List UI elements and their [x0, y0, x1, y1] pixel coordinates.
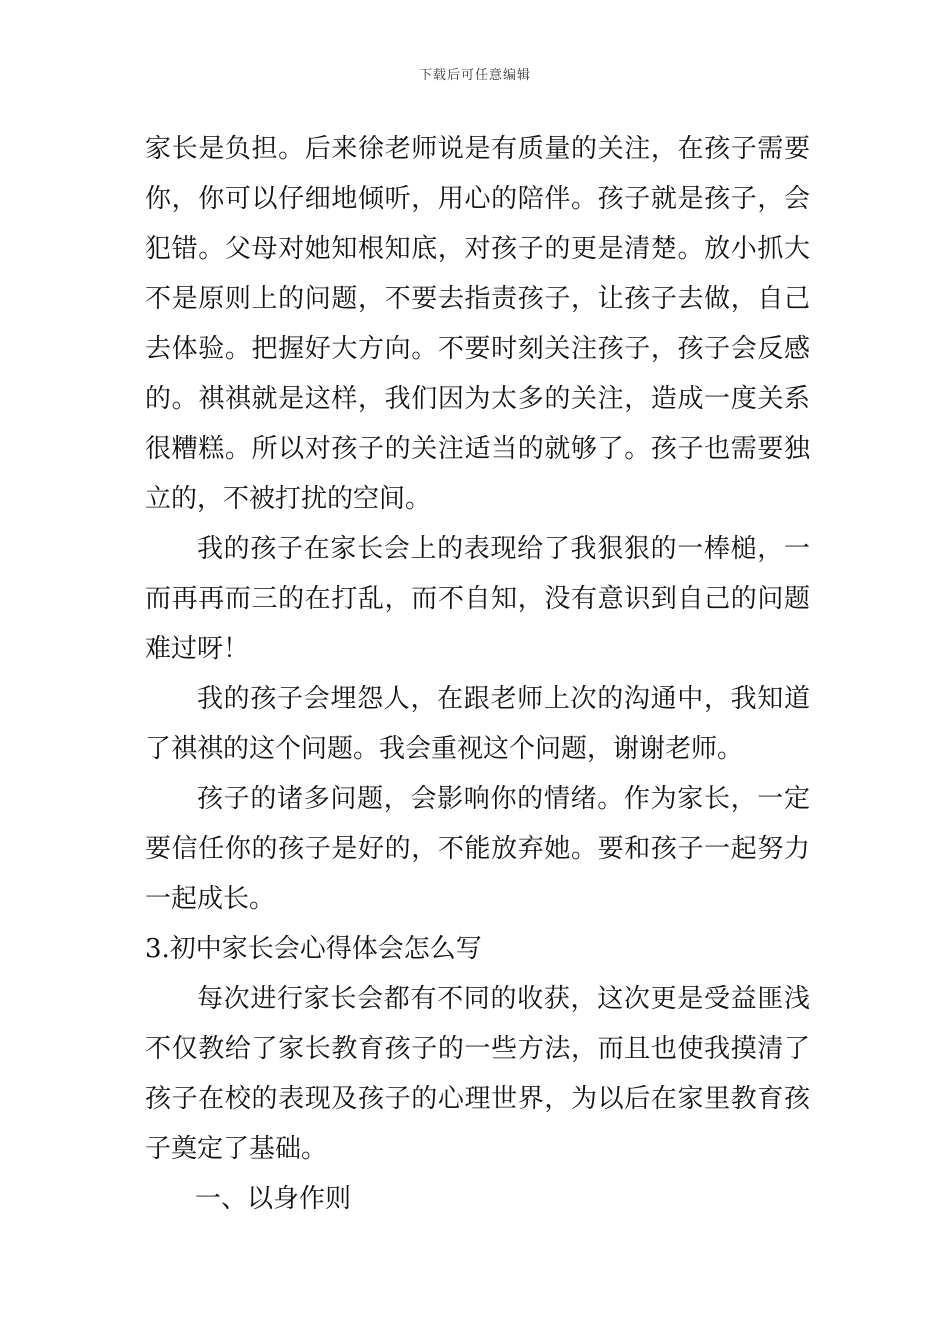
section-intro-paragraph: 每次进行家长会都有不同的收获，这次更是受益匪浅不仅教给了家长教育孩子的一些方法，而且也使我摸清了孩子在校的表现及孩子的心理世界，为以后在家里教育孩子奠定了基础。	[145, 984, 810, 1164]
section-title: 3.初中家长会心得体会怎么写	[145, 934, 482, 964]
paragraph: 我的孩子在家长会上的表现给了我狠狠的一棒槌，一而再再而三的在打乱，而不自知，没有意识到自己的问题难过呀！	[145, 534, 810, 664]
paragraph-continued: 家长是负担。后来徐老师说是有质量的关注，在孩子需要你，你可以仔细地倾听，用心的陪伴。孩子就是孩子，会犯错。父母对她知根知底，对孩子的更是清楚。放小抓大不是原则上的问题，不要去指责孩子，让孩子去做，自己去体验。把握好大方向。不要时刻关注孩子，孩子会反感的。祺祺就是这样，我们因为太多的关注，造成一度关系很糟糕。所以对孩子的关注适当的就够了。孩子也需要独立的，不被打扰的空间。	[145, 134, 810, 514]
paragraph: 孩子的诸多问题，会影响你的情绪。作为家长，一定要信任你的孩子是好的，不能放弃她。要和孩子一起努力一起成长。	[145, 784, 810, 914]
subheading: 一、以身作则	[195, 1184, 352, 1214]
paragraph: 我的孩子会埋怨人，在跟老师上次的沟通中，我知道了祺祺的这个问题。我会重视这个问题，谢谢老师。	[145, 684, 810, 764]
document-body	[145, 124, 810, 1224]
page-header: 下载后可任意编辑	[418, 68, 531, 83]
